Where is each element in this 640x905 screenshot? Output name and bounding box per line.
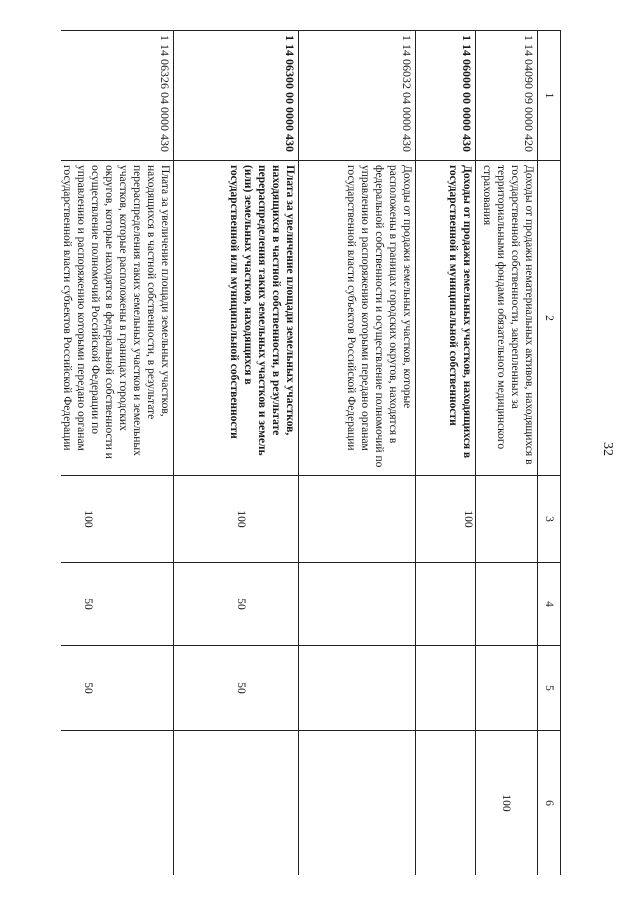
row-c6: 100 [476, 731, 538, 876]
row-c3: 100 [174, 476, 299, 563]
row-c5 [299, 646, 416, 731]
row-code: 1 14 06032 04 0000 430 [299, 31, 416, 161]
page-number: 32 [600, 442, 615, 456]
row-c5: 50 [61, 646, 174, 731]
row-c5 [476, 646, 538, 731]
row-c6 [174, 731, 299, 876]
table-row [299, 31, 416, 876]
row-c6 [61, 731, 174, 876]
header-col-1: 1 [538, 31, 561, 161]
row-c6 [299, 731, 416, 876]
row-name: Плата за увеличение площади земельных участков, находящихся в частной собственности, в результате перераспределения таких земельных участков и земельных участков, которые расположены в границах городских округов, которые находятся в федеральной собственности и осуществление полномочий Российской Федерации по управлению и распоряжению которыми передано органам государственной власти субъектов Российской Федерации [61, 161, 174, 476]
row-name: Плата за увеличение площади земельных участков, находящихся в частной собственности, в результате перераспределения таких земельных участков и земель (или) земельных участков, находящихся в государственной или муниципальной собственности [174, 161, 299, 476]
row-name: Доходы от продажи нематериальных активов, находящихся в государственной собственности, закрепленных за территориальными фондами обязательного медицинского страхования [476, 161, 538, 476]
table-row [174, 31, 299, 876]
table-row [476, 31, 538, 876]
row-c5: 50 [174, 646, 299, 731]
header-col-4: 4 [538, 563, 561, 646]
header-col-3: 3 [538, 476, 561, 563]
row-code: 1 14 06000 00 0000 430 [416, 31, 476, 161]
row-c3 [476, 476, 538, 563]
row-c4 [416, 563, 476, 646]
header-col-2: 2 [538, 161, 561, 476]
rotated-table-wrapper [61, 30, 561, 875]
revenue-distribution-table [61, 30, 561, 875]
row-name: Доходы от продажи земельных участков, которые расположены в границах городских округов, находятся в федеральной собственности и осуществление полномочий по управлению и распоряжению которыми передано органам государственной власти субъектов Российской Федерации [299, 161, 416, 476]
row-c5 [416, 646, 476, 731]
row-c4 [299, 563, 416, 646]
row-code: 1 14 04090 09 0000 420 [476, 31, 538, 161]
table-row [416, 31, 476, 876]
header-col-5: 5 [538, 646, 561, 731]
row-code: 1 14 06326 04 0000 430 [61, 31, 174, 161]
document-page [61, 30, 561, 875]
row-name: Доходы от продажи земельных участков, находящихся в государственной и муниципальной собственности [416, 161, 476, 476]
table-row [61, 31, 174, 876]
row-c3: 100 [416, 476, 476, 563]
row-c3 [299, 476, 416, 563]
row-c4: 50 [174, 563, 299, 646]
row-c6 [416, 731, 476, 876]
row-c4 [476, 563, 538, 646]
header-col-6: 6 [538, 731, 561, 876]
row-code: 1 14 06300 00 0000 430 [174, 31, 299, 161]
row-c3: 100 [61, 476, 174, 563]
row-c4: 50 [61, 563, 174, 646]
table-header-row [538, 31, 561, 876]
